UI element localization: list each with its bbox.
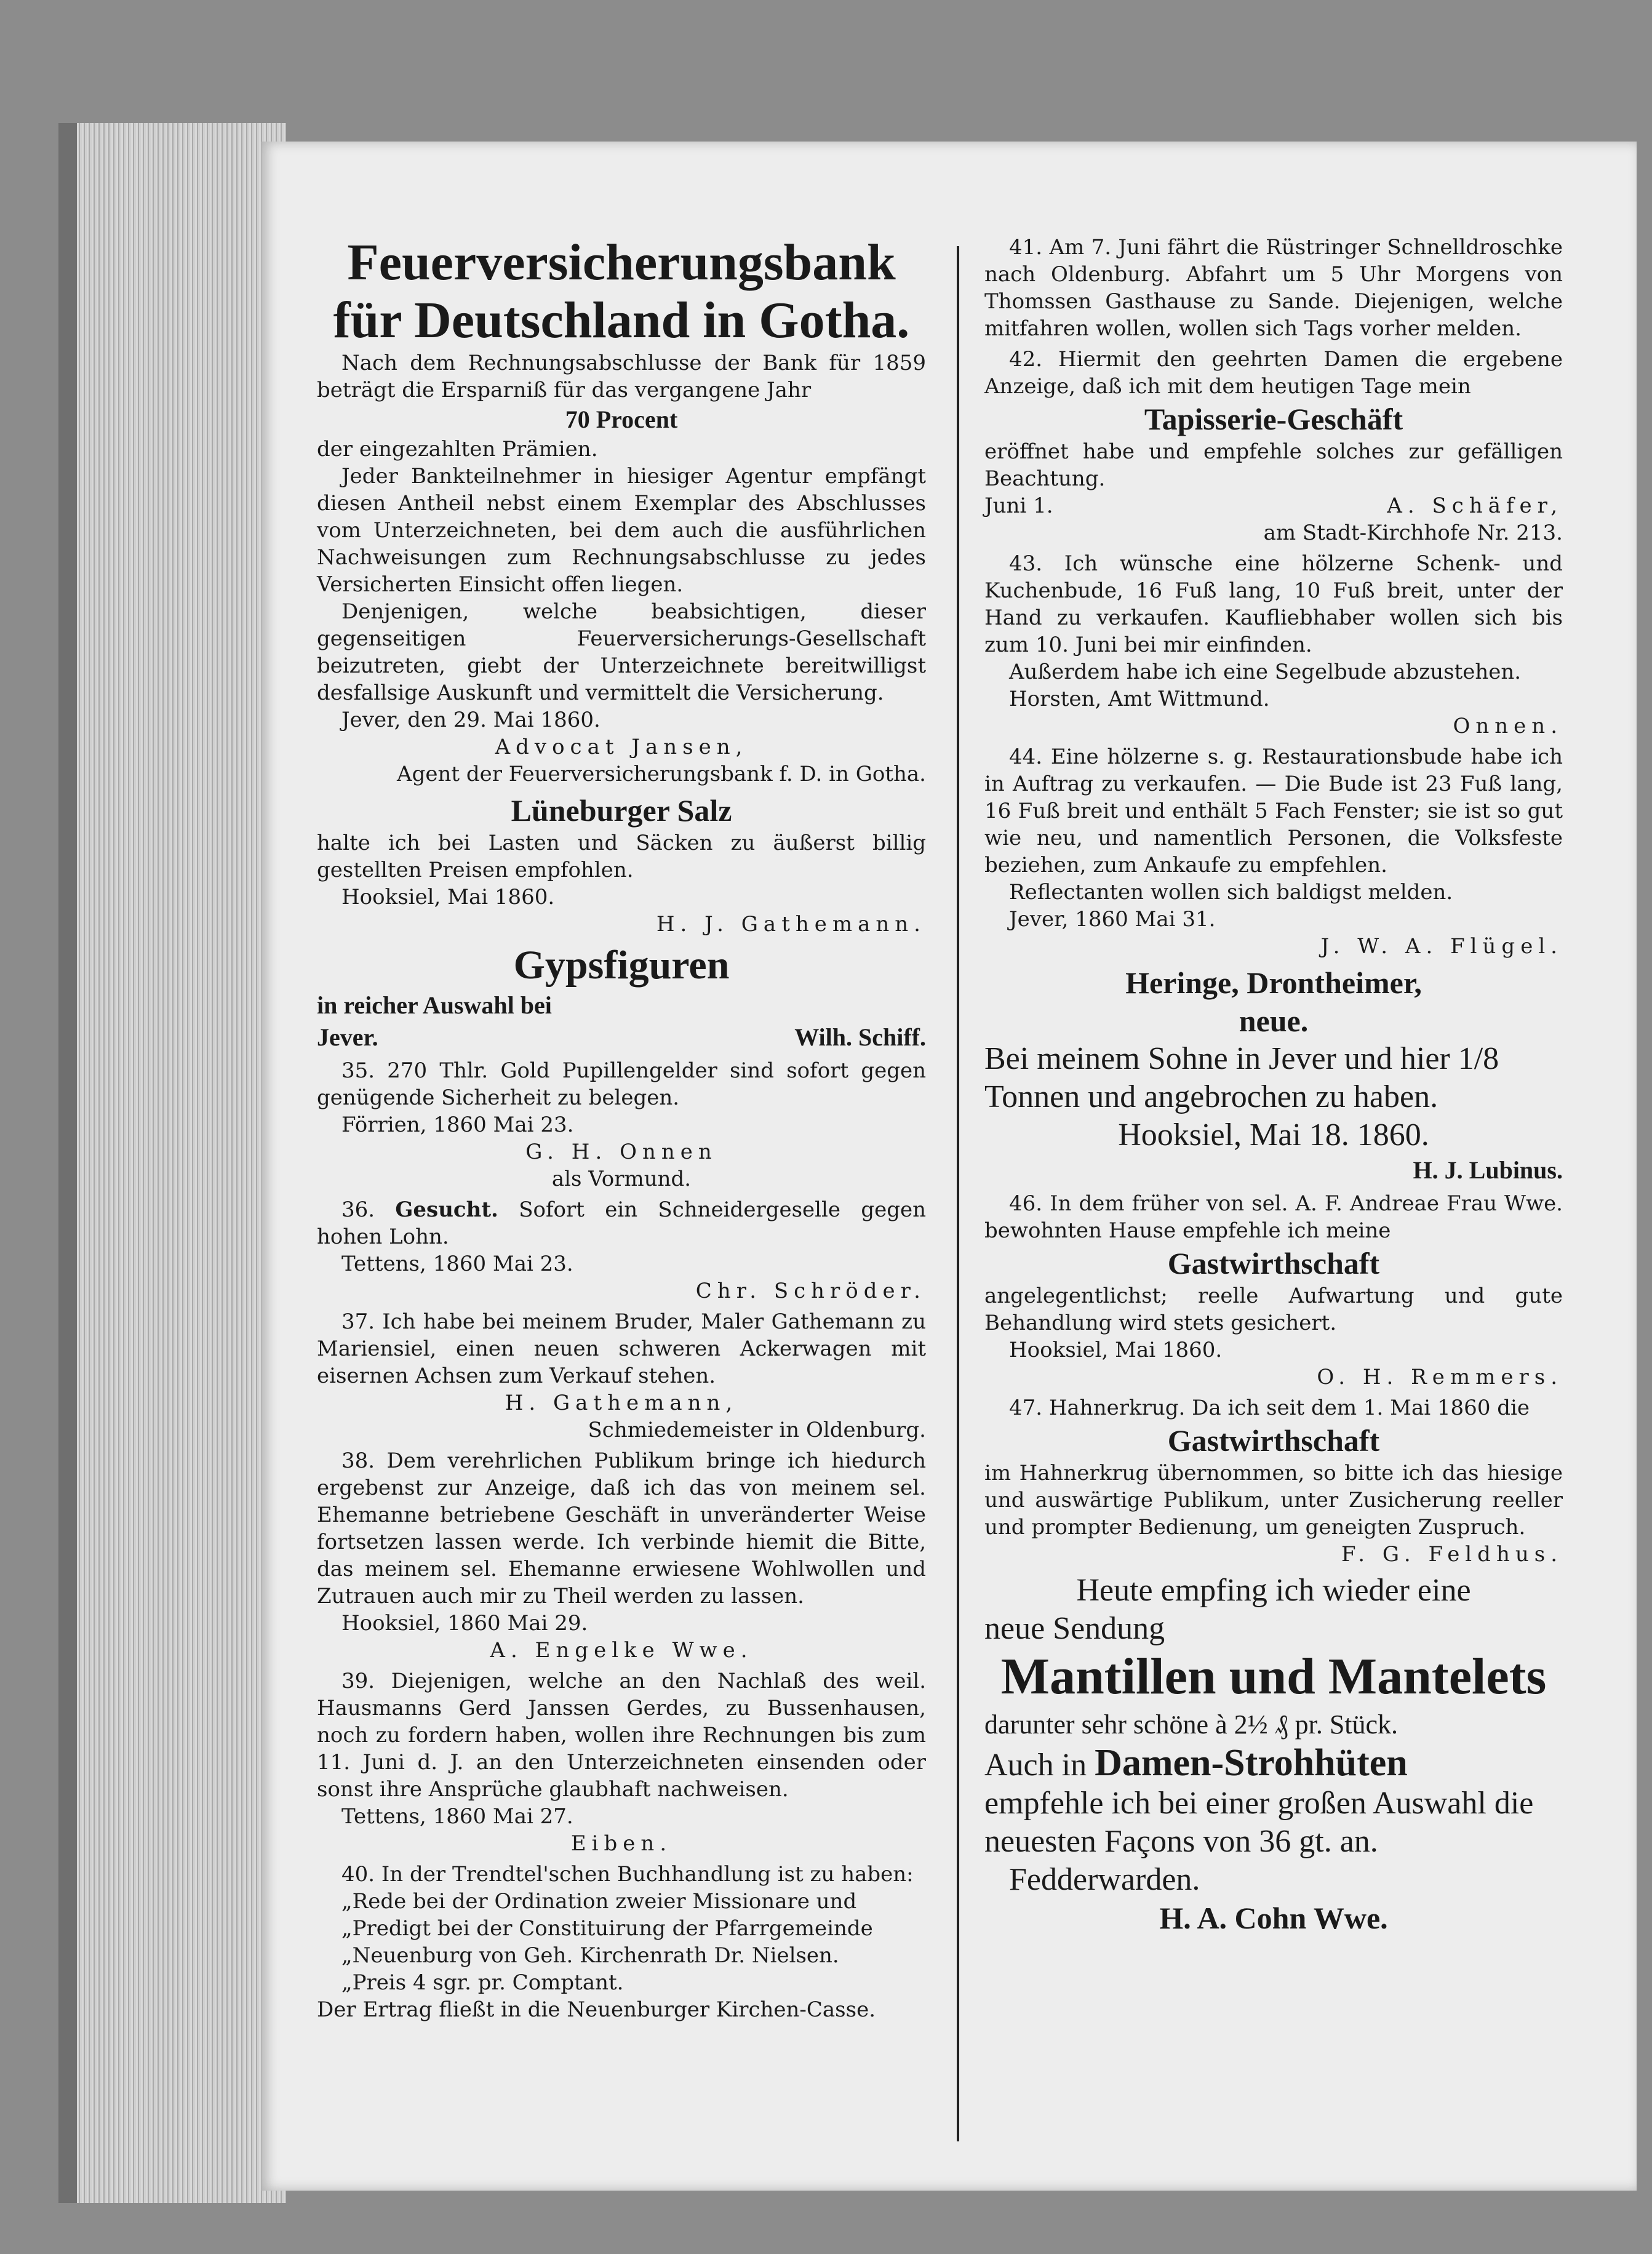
fv-para-3: Jeder Bankteilnehmer in hiesiger Agentur empfängt diesen Antheil nebst einem Exemplar des Abschlusses vom Unterzeichneten, bei dem auch die ausführlichen Nachweisungen zum Rechnungsabschlusse zu jedes Versicherten Einsicht offen liegen. <box>317 464 926 597</box>
mantillen-line-4 <box>984 1744 1563 1784</box>
ad-41 <box>984 234 1563 342</box>
fv-title-2: für Deutschland in Gotha. <box>333 292 910 349</box>
a36-date: Tettens, 1860 Mai 23. <box>341 1252 573 1276</box>
gyps-line: in reicher Auswahl bei <box>317 991 552 1019</box>
mantillen-signature: H. A. Cohn Wwe. <box>1159 1901 1388 1935</box>
gyps-signature: Wilh. Schiff. <box>794 1023 926 1051</box>
a36-headline: Gesucht. <box>395 1197 498 1222</box>
heringe-date: Hooksiel, Mai 18. 1860. <box>1118 1117 1429 1153</box>
a37-signature: H. Gathemann, <box>505 1391 738 1415</box>
a35-text: 35. 270 Thlr. Gold Pupillengelder sind sofort gegen genügende Sicherheit zu belegen. <box>317 1058 926 1110</box>
a38-date: Hooksiel, 1860 Mai 29. <box>341 1611 588 1636</box>
ad-mantillen <box>984 1572 1563 1937</box>
a37-text: 37. Ich habe bei meinem Bruder, Maler Gathemann zu Mariensiel, einen neuen schweren Ackerwagen mit eisernen Achsen zum Verkauf stehen. <box>317 1309 926 1388</box>
fv-para-2: der eingezahlten Prämien. <box>317 437 598 462</box>
a39-text: 39. Diejenigen, welche an den Nachlaß des weil. Hausmanns Gerd Janssen Gerdes, zu Bussenhausen, noch zu fordern haben, wollen ihre Rechnungen bis zum 11. Juni d. J. an den Unterzeichneten einsenden oder sonst ihre Ansprüche glaubhaft nachweisen. <box>317 1669 926 1802</box>
a44-signature: J. W. A. Flügel. <box>1320 934 1563 959</box>
a39-signature: Eiben. <box>570 1831 672 1856</box>
ad-43 <box>984 550 1563 740</box>
a40-end: Der Ertrag fließt in die Neuenburger Kirchen-Casse. <box>317 1997 876 2022</box>
a47-text-2: im Hahnerkrug übernommen, so bitte ich das hiesige und auswärtige Publikum, unter Zusicherung reeller und prompter Bedienung, um geneigten Zuspruch. <box>984 1461 1563 1540</box>
right-column <box>984 234 1563 1941</box>
a38-text: 38. Dem verehrlichen Publikum bringe ich hiedurch ergebenst zur Anzeige, daß ich das von meinem sel. Ehemanne betriebene Geschäft in unveränderter Weise fortsetzen lassen werde. Ich verbinde hiemit die Bitte, das meinem sel. Ehemanne erwiesene Wohlwollen und Zutrauen auch mir zu Theil werden zu lassen. <box>317 1449 926 1609</box>
a40-quote-4: „Preis 4 sgr. pr. Comptant. <box>341 1970 624 1995</box>
ad-39 <box>317 1668 926 1857</box>
heringe-subtitle: neue. <box>1239 1004 1309 1038</box>
a46-title: Gastwirthschaft <box>1167 1246 1380 1281</box>
ad-heringe <box>984 964 1563 1186</box>
a36-body: Sofort ein Schneidergeselle gegen hohen Lohn. <box>317 1197 926 1249</box>
salz-title: Lüneburger Salz <box>511 793 732 828</box>
gyps-title: Gypsfiguren <box>513 943 730 988</box>
gyps-place: Jever. <box>317 1023 378 1051</box>
a42-date: Juni 1. <box>984 494 1053 518</box>
fv-signature: Advocat Jansen, <box>495 735 748 759</box>
a46-signature: O. H. Remmers. <box>1317 1365 1563 1389</box>
a42-text-2: eröffnet habe und empfehle solches zur gefälligen Beachtung. <box>984 439 1563 491</box>
a35-signature: G. H. Onnen <box>525 1140 717 1164</box>
ad-47 <box>984 1394 1563 1568</box>
heringe-text: Bei meinem Sohne in Jever und hier 1/8 Tonnen und angebrochen zu haben. <box>984 1041 1499 1114</box>
mantillen-title: Mantillen und Mantelets <box>1000 1648 1547 1705</box>
a47-title: Gastwirthschaft <box>1167 1423 1380 1458</box>
a43-text-2: Außerdem habe ich eine Segelbude abzustehen. <box>1009 660 1522 684</box>
a35-date: Förrien, 1860 Mai 23. <box>341 1113 574 1137</box>
ad-40 <box>317 1861 926 2023</box>
ad-feuerversicherungsbank <box>317 234 926 788</box>
a40-quote-1: „Rede bei der Ordination zweier Missionare und <box>341 1889 857 1914</box>
mantillen-place: Fedderwarden. <box>1009 1862 1200 1897</box>
newspaper-page <box>261 142 1637 2191</box>
a36-signature: Chr. Schröder. <box>695 1279 926 1303</box>
column-divider <box>957 246 959 2141</box>
ad-42 <box>984 346 1563 546</box>
fv-date: Jever, den 29. Mai 1860. <box>341 708 601 732</box>
a46-text-2: angelegentlichst; reelle Aufwartung und gute Behandlung wird stets gesichert. <box>984 1284 1563 1335</box>
ad-46 <box>984 1190 1563 1391</box>
a40-text: 40. In der Trendtel'schen Buchhandlung ist zu haben: <box>341 1862 914 1887</box>
a35-role: als Vormund. <box>551 1167 692 1191</box>
ad-35 <box>317 1057 926 1193</box>
a44-text-2: Reflectanten wollen sich baldigst melden. <box>1009 880 1453 905</box>
fv-role: Agent der Feuerversicherungsbank f. D. in Gotha. <box>397 762 926 786</box>
a47-text: 47. Hahnerkrug. Da ich seit dem 1. Mai 1860 die <box>1009 1396 1530 1420</box>
a37-role: Schmiedemeister in Oldenburg. <box>588 1418 926 1442</box>
salz-signature: H. J. Gathemann. <box>656 912 926 937</box>
ad-36 <box>317 1196 926 1305</box>
a47-signature: F. G. Feldhus. <box>1341 1542 1563 1567</box>
a43-text: 43. Ich wünsche eine hölzerne Schenk- und Kuchenbude, 16 Fuß lang, 10 Fuß breit, unter der Hand zu verkaufen. Kaufliebhaber wollen sich bis zum 10. Juni bei mir einfinden. <box>984 551 1563 657</box>
salz-date: Hooksiel, Mai 1860. <box>341 885 555 909</box>
heringe-signature: H. J. Lubinus. <box>1413 1156 1563 1184</box>
fv-para-1: Nach dem Rechnungsabschlusse der Bank für 1859 beträgt die Ersparniß für das vergangene Jahr <box>317 351 926 402</box>
a43-signature: Onnen. <box>1453 714 1563 738</box>
fv-title-1: Feuerversicherungsbank <box>347 234 896 291</box>
fv-percent: 70 Procent <box>565 406 678 433</box>
a44-date: Jever, 1860 Mai 31. <box>1009 907 1216 932</box>
ad-gypsfiguren <box>317 941 926 1053</box>
mantillen-line-1: Heute empfing ich wieder eine <box>1076 1573 1471 1608</box>
a39-date: Tettens, 1860 Mai 27. <box>341 1804 573 1829</box>
left-column <box>317 234 926 2027</box>
a41-text: 41. Am 7. Juni fährt die Rüstringer Schnelldroschke nach Oldenburg. Abfahrt um 5 Uhr Morgens von Thomssen Gasthause zu Sande. Diejenigen, welche mitfahren wollen, wollen sich Tags vorher melden. <box>984 235 1563 341</box>
mantillen-line-4-b: Damen-Strohhüten <box>1095 1742 1408 1784</box>
a42-footer <box>984 492 1563 519</box>
book-page-edges <box>58 123 286 2203</box>
ad-38 <box>317 1447 926 1664</box>
a40-quote-2: „Predigt bei der Constituirung der Pfarrgemeinde <box>341 1916 873 1941</box>
mantillen-line-3: darunter sehr schöne à 2½ ₰ pr. Stück. <box>984 1709 1399 1740</box>
a38-signature: A. Engelke Wwe. <box>490 1638 753 1663</box>
a36-text <box>317 1196 926 1250</box>
mantillen-line-4-a: Auch in <box>984 1748 1087 1783</box>
ad-37 <box>317 1308 926 1444</box>
a46-date: Hooksiel, Mai 1860. <box>1009 1338 1223 1362</box>
a43-place: Horsten, Amt Wittmund. <box>1009 687 1270 711</box>
a42-address: am Stadt-Kirchhofe Nr. 213. <box>1263 521 1563 545</box>
ad-lueneburger-salz <box>317 791 926 938</box>
a42-signature: A. Schäfer, <box>1387 494 1563 518</box>
a44-text: 44. Eine hölzerne s. g. Restaurationsbude habe ich in Auftrag zu verkaufen. — Die Bude ist 23 Fuß lang, 16 Fuß breit und enthält 5 Fach Fenster; sie ist so gut wie neu, und namentlich Personen, die Volksfeste beziehen, zum Ankaufe zu empfehlen. <box>984 745 1563 877</box>
gyps-footer <box>317 1021 926 1053</box>
mantillen-line-2: neue Sendung <box>984 1611 1165 1646</box>
fv-para-4: Denjenigen, welche beabsichtigen, dieser gegenseitigen Feuerversicherungs-Gesellschaft beizutreten, giebt der Unterzeichnete bereitwilligst desfallsige Auskunft und vermittelt die Versicherung. <box>317 599 926 705</box>
book-scan <box>58 123 1637 2203</box>
ad-44 <box>984 743 1563 960</box>
heringe-title: Heringe, Drontheimer, <box>1125 965 1422 1000</box>
a42-title: Tapisserie-Geschäft <box>1144 402 1403 436</box>
mantillen-line-5: empfehle ich bei einer großen Auswahl die neuesten Façons von 36 gt. an. <box>984 1786 1534 1859</box>
a36-number: 36. <box>341 1197 375 1222</box>
a46-text: 46. In dem früher von sel. A. F. Andreae Frau Wwe. bewohnten Hause empfehle ich meine <box>984 1191 1563 1243</box>
salz-text: halte ich bei Lasten und Säcken zu äußerst billig gestellten Preisen empfohlen. <box>317 831 926 882</box>
a40-quote-3: „Neuenburg von Geh. Kirchenrath Dr. Nielsen. <box>341 1943 839 1968</box>
a42-text: 42. Hiermit den geehrten Damen die ergebene Anzeige, daß ich mit dem heutigen Tage mein <box>984 347 1563 399</box>
